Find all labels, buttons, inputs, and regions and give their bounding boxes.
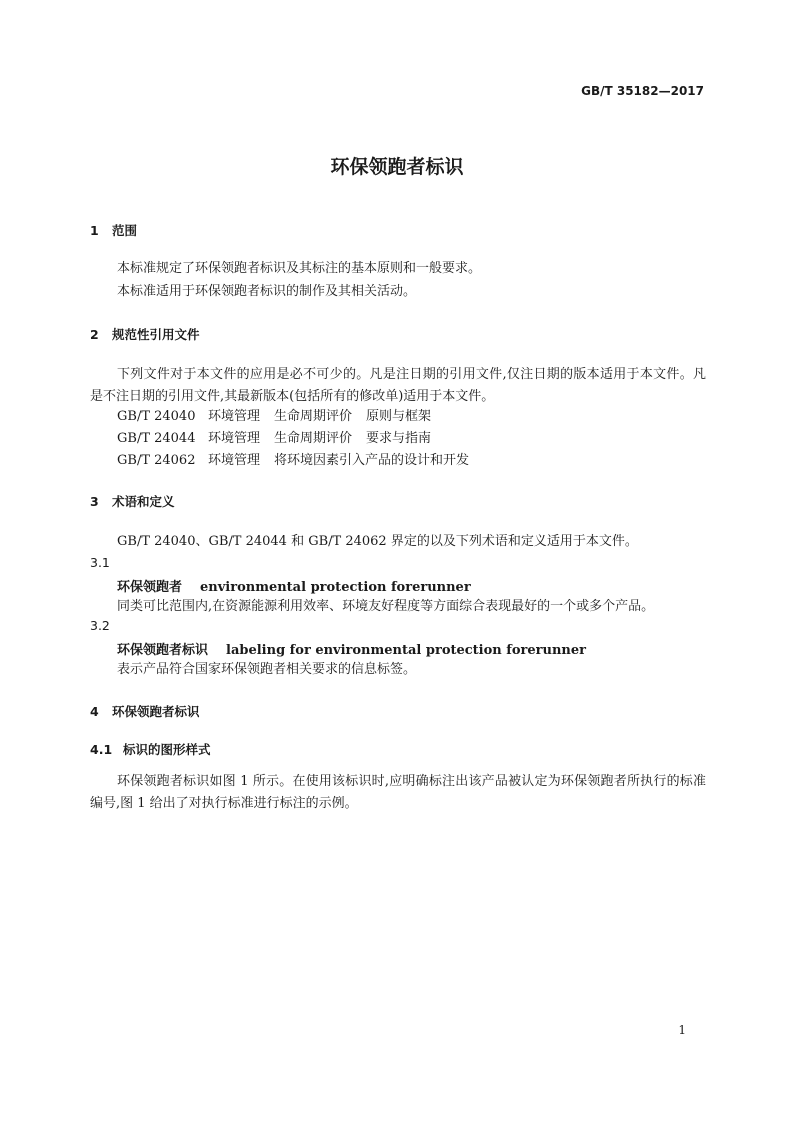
- standard-number: GB/T 35182—2017: [581, 84, 704, 98]
- reference-row: [117, 429, 431, 449]
- section-4-number: 4: [90, 704, 99, 719]
- section-2-title: 规范性引用文件: [112, 327, 200, 342]
- page-number: 1: [678, 1023, 686, 1037]
- term-english: environmental protection forerunner: [200, 580, 471, 595]
- section-3-number: 3: [90, 494, 99, 509]
- section-1-paragraph-2: 本标准适用于环保领跑者标识的制作及其相关活动。: [117, 284, 417, 299]
- section-4-heading: [90, 702, 200, 720]
- term-3-1: [117, 576, 471, 595]
- term-3-1-definition: 同类可比范围内,在资源能源利用效率、环境友好程度等方面综合表现最好的一个或多个产品。: [117, 599, 655, 614]
- subsection-4-1-number: 4.1: [90, 742, 113, 757]
- reference-subtitle: 要求与指南: [366, 431, 432, 446]
- section-1-heading: [90, 221, 137, 239]
- reference-area: 环境管理: [208, 431, 261, 446]
- section-3-title: 术语和定义: [112, 494, 175, 509]
- reference-row: [117, 451, 469, 471]
- reference-area: 环境管理: [208, 409, 261, 424]
- reference-title: 生命周期评价: [274, 431, 353, 446]
- reference-row: [117, 407, 431, 427]
- section-2-heading: [90, 325, 200, 343]
- subsection-4-1-heading: [90, 740, 211, 758]
- section-4-title: 环保领跑者标识: [112, 704, 200, 719]
- reference-subtitle: 原则与框架: [366, 409, 432, 424]
- reference-title: 生命周期评价: [274, 409, 353, 424]
- section-2-intro: 下列文件对于本文件的应用是必不可少的。凡是注日期的引用文件,仅注日期的版本适用于本文件。凡是不注日期的引用文件,其最新版本(包括所有的修改单)适用于本文件。: [90, 367, 706, 404]
- clause-3-2-number: 3.2: [90, 618, 110, 633]
- term-chinese: 环保领跑者: [117, 580, 183, 595]
- section-2-number: 2: [90, 327, 99, 342]
- subsection-4-1-paragraph: 环保领跑者标识如图 1 所示。在使用该标识时,应明确标注出该产品被认定为环保领跑者所执行的标准编号,图 1 给出了对执行标准进行标注的示例。: [90, 774, 706, 811]
- reference-code: GB/T 24044: [117, 431, 196, 446]
- term-chinese: 环保领跑者标识: [117, 643, 209, 658]
- document-title: 环保领跑者标识: [330, 156, 464, 178]
- reference-area: 环境管理: [208, 453, 261, 468]
- reference-title: 将环境因素引入产品的设计和开发: [274, 453, 470, 468]
- term-english: labeling for environmental protection forerunner: [226, 643, 586, 658]
- term-3-2-definition: 表示产品符合国家环保领跑者相关要求的信息标签。: [117, 662, 417, 677]
- section-1-title: 范围: [112, 223, 138, 238]
- reference-code: GB/T 24040: [117, 409, 196, 424]
- subsection-4-1-title: 标识的图形样式: [123, 742, 211, 757]
- section-1-number: 1: [90, 223, 99, 238]
- section-3-intro: GB/T 24040、GB/T 24044 和 GB/T 24062 界定的以及下列术语和定义适用于本文件。: [117, 534, 638, 549]
- section-3-heading: [90, 492, 175, 510]
- section-1-paragraph-1: 本标准规定了环保领跑者标识及其标注的基本原则和一般要求。: [117, 261, 482, 276]
- term-3-2: [117, 639, 586, 658]
- reference-code: GB/T 24062: [117, 453, 196, 468]
- clause-3-1-number: 3.1: [90, 555, 110, 570]
